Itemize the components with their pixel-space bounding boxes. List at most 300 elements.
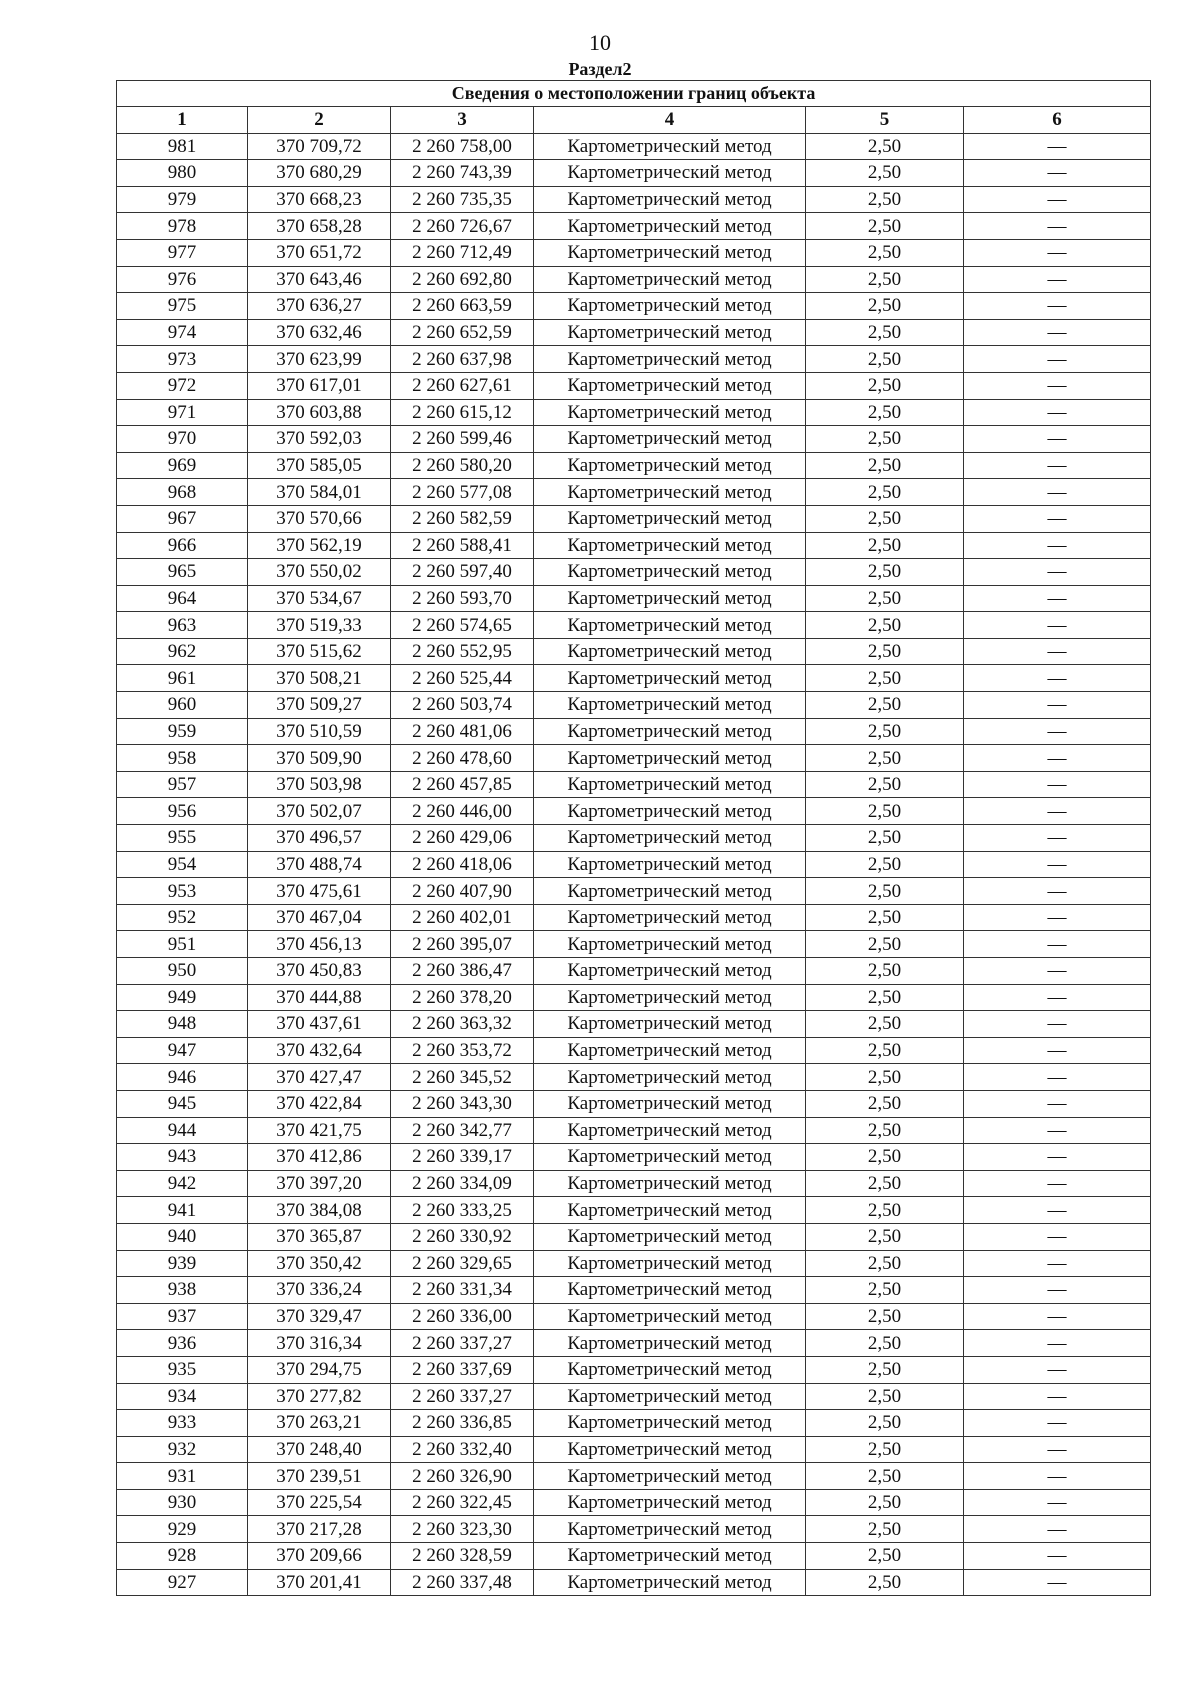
table-row: [117, 1144, 1151, 1171]
table-row: [117, 1223, 1151, 1250]
y-coordinate-cell: 2 260 588,41: [391, 532, 534, 559]
y-coordinate-cell: 2 260 337,69: [391, 1356, 534, 1383]
table-row: [117, 452, 1151, 479]
method-cell: Картометрический метод: [534, 1277, 806, 1304]
table-row: [117, 612, 1151, 639]
method-cell: Картометрический метод: [534, 399, 806, 426]
description-cell: —: [964, 904, 1151, 931]
method-cell: Картометрический метод: [534, 745, 806, 772]
x-coordinate-cell: 370 475,61: [248, 878, 391, 905]
accuracy-cell: 2,50: [806, 452, 964, 479]
point-number-cell: 932: [117, 1436, 248, 1463]
description-cell: —: [964, 1569, 1151, 1596]
table-row: [117, 293, 1151, 320]
accuracy-cell: 2,50: [806, 1197, 964, 1224]
accuracy-cell: 2,50: [806, 1516, 964, 1543]
point-number-cell: 967: [117, 505, 248, 532]
column-header: 5: [806, 107, 964, 134]
accuracy-cell: 2,50: [806, 1543, 964, 1570]
point-number-cell: 929: [117, 1516, 248, 1543]
point-number-cell: 959: [117, 718, 248, 745]
description-cell: —: [964, 1197, 1151, 1224]
description-cell: —: [964, 239, 1151, 266]
y-coordinate-cell: 2 260 339,17: [391, 1144, 534, 1171]
description-cell: —: [964, 1277, 1151, 1304]
description-cell: —: [964, 1383, 1151, 1410]
method-cell: Картометрический метод: [534, 904, 806, 931]
description-cell: —: [964, 1223, 1151, 1250]
x-coordinate-cell: 370 651,72: [248, 239, 391, 266]
accuracy-cell: 2,50: [806, 1489, 964, 1516]
table-row: [117, 638, 1151, 665]
x-coordinate-cell: 370 248,40: [248, 1436, 391, 1463]
x-coordinate-cell: 370 201,41: [248, 1569, 391, 1596]
point-number-cell: 936: [117, 1330, 248, 1357]
description-cell: —: [964, 771, 1151, 798]
point-number-cell: 966: [117, 532, 248, 559]
x-coordinate-cell: 370 534,67: [248, 585, 391, 612]
point-number-cell: 968: [117, 479, 248, 506]
description-cell: —: [964, 399, 1151, 426]
table-row: [117, 931, 1151, 958]
method-cell: Картометрический метод: [534, 612, 806, 639]
method-cell: Картометрический метод: [534, 239, 806, 266]
table-row: [117, 1356, 1151, 1383]
description-cell: —: [964, 559, 1151, 586]
description-cell: —: [964, 319, 1151, 346]
table-row: [117, 1330, 1151, 1357]
y-coordinate-cell: 2 260 332,40: [391, 1436, 534, 1463]
method-cell: Картометрический метод: [534, 346, 806, 373]
point-number-cell: 954: [117, 851, 248, 878]
y-coordinate-cell: 2 260 652,59: [391, 319, 534, 346]
accuracy-cell: 2,50: [806, 1223, 964, 1250]
method-cell: Картометрический метод: [534, 931, 806, 958]
table-row: [117, 745, 1151, 772]
description-cell: —: [964, 1356, 1151, 1383]
y-coordinate-cell: 2 260 329,65: [391, 1250, 534, 1277]
description-cell: —: [964, 878, 1151, 905]
point-number-cell: 934: [117, 1383, 248, 1410]
point-number-cell: 972: [117, 372, 248, 399]
x-coordinate-cell: 370 680,29: [248, 160, 391, 187]
x-coordinate-cell: 370 437,61: [248, 1011, 391, 1038]
description-cell: —: [964, 1463, 1151, 1490]
column-header: 1: [117, 107, 248, 134]
x-coordinate-cell: 370 519,33: [248, 612, 391, 639]
table-row: [117, 1543, 1151, 1570]
point-number-cell: 938: [117, 1277, 248, 1304]
y-coordinate-cell: 2 260 663,59: [391, 293, 534, 320]
x-coordinate-cell: 370 510,59: [248, 718, 391, 745]
method-cell: Картометрический метод: [534, 585, 806, 612]
table-row: [117, 1170, 1151, 1197]
x-coordinate-cell: 370 632,46: [248, 319, 391, 346]
accuracy-cell: 2,50: [806, 186, 964, 213]
accuracy-cell: 2,50: [806, 559, 964, 586]
y-coordinate-cell: 2 260 418,06: [391, 851, 534, 878]
table-row: [117, 559, 1151, 586]
y-coordinate-cell: 2 260 345,52: [391, 1064, 534, 1091]
table-row: [117, 213, 1151, 240]
x-coordinate-cell: 370 496,57: [248, 825, 391, 852]
accuracy-cell: 2,50: [806, 1436, 964, 1463]
y-coordinate-cell: 2 260 503,74: [391, 692, 534, 719]
accuracy-cell: 2,50: [806, 293, 964, 320]
column-header: 4: [534, 107, 806, 134]
y-coordinate-cell: 2 260 322,45: [391, 1489, 534, 1516]
accuracy-cell: 2,50: [806, 851, 964, 878]
column-header: 3: [391, 107, 534, 134]
y-coordinate-cell: 2 260 337,27: [391, 1383, 534, 1410]
description-cell: —: [964, 1037, 1151, 1064]
table-row: [117, 319, 1151, 346]
point-number-cell: 937: [117, 1303, 248, 1330]
x-coordinate-cell: 370 263,21: [248, 1410, 391, 1437]
method-cell: Картометрический метод: [534, 505, 806, 532]
point-number-cell: 942: [117, 1170, 248, 1197]
y-coordinate-cell: 2 260 599,46: [391, 426, 534, 453]
description-cell: —: [964, 1436, 1151, 1463]
x-coordinate-cell: 370 365,87: [248, 1223, 391, 1250]
accuracy-cell: 2,50: [806, 1250, 964, 1277]
y-coordinate-cell: 2 260 577,08: [391, 479, 534, 506]
table-row: [117, 479, 1151, 506]
method-cell: Картометрический метод: [534, 532, 806, 559]
point-number-cell: 980: [117, 160, 248, 187]
accuracy-cell: 2,50: [806, 1037, 964, 1064]
method-cell: Картометрический метод: [534, 1356, 806, 1383]
point-number-cell: 939: [117, 1250, 248, 1277]
table-row: [117, 1197, 1151, 1224]
method-cell: Картометрический метод: [534, 1170, 806, 1197]
y-coordinate-cell: 2 260 457,85: [391, 771, 534, 798]
y-coordinate-cell: 2 260 478,60: [391, 745, 534, 772]
description-cell: —: [964, 186, 1151, 213]
description-cell: —: [964, 1410, 1151, 1437]
accuracy-cell: 2,50: [806, 1410, 964, 1437]
point-number-cell: 935: [117, 1356, 248, 1383]
point-number-cell: 969: [117, 452, 248, 479]
y-coordinate-cell: 2 260 395,07: [391, 931, 534, 958]
table-row: [117, 505, 1151, 532]
table-row: [117, 1516, 1151, 1543]
y-coordinate-cell: 2 260 331,34: [391, 1277, 534, 1304]
y-coordinate-cell: 2 260 593,70: [391, 585, 534, 612]
x-coordinate-cell: 370 668,23: [248, 186, 391, 213]
x-coordinate-cell: 370 384,08: [248, 1197, 391, 1224]
y-coordinate-cell: 2 260 386,47: [391, 958, 534, 985]
accuracy-cell: 2,50: [806, 1011, 964, 1038]
x-coordinate-cell: 370 239,51: [248, 1463, 391, 1490]
accuracy-cell: 2,50: [806, 904, 964, 931]
table-row: [117, 1250, 1151, 1277]
accuracy-cell: 2,50: [806, 665, 964, 692]
x-coordinate-cell: 370 209,66: [248, 1543, 391, 1570]
table-row: [117, 1090, 1151, 1117]
section-title: Раздел2: [568, 59, 632, 79]
y-coordinate-cell: 2 260 336,00: [391, 1303, 534, 1330]
description-cell: —: [964, 612, 1151, 639]
description-cell: —: [964, 505, 1151, 532]
method-cell: Картометрический метод: [534, 878, 806, 905]
x-coordinate-cell: 370 585,05: [248, 452, 391, 479]
x-coordinate-cell: 370 456,13: [248, 931, 391, 958]
table-row: [117, 771, 1151, 798]
table-header-row: [117, 107, 1151, 134]
method-cell: Картометрический метод: [534, 1223, 806, 1250]
method-cell: Картометрический метод: [534, 559, 806, 586]
point-number-cell: 951: [117, 931, 248, 958]
table-row: [117, 1037, 1151, 1064]
y-coordinate-cell: 2 260 580,20: [391, 452, 534, 479]
point-number-cell: 950: [117, 958, 248, 985]
x-coordinate-cell: 370 412,86: [248, 1144, 391, 1171]
method-cell: Картометрический метод: [534, 1303, 806, 1330]
method-cell: Картометрический метод: [534, 825, 806, 852]
point-number-cell: 963: [117, 612, 248, 639]
x-coordinate-cell: 370 421,75: [248, 1117, 391, 1144]
method-cell: Картометрический метод: [534, 1383, 806, 1410]
x-coordinate-cell: 370 584,01: [248, 479, 391, 506]
description-cell: —: [964, 346, 1151, 373]
column-header: 2: [248, 107, 391, 134]
accuracy-cell: 2,50: [806, 319, 964, 346]
x-coordinate-cell: 370 502,07: [248, 798, 391, 825]
table-row: [117, 133, 1151, 160]
description-cell: —: [964, 266, 1151, 293]
point-number-cell: 930: [117, 1489, 248, 1516]
description-cell: —: [964, 638, 1151, 665]
point-number-cell: 979: [117, 186, 248, 213]
method-cell: Картометрический метод: [534, 426, 806, 453]
table-row: [117, 1383, 1151, 1410]
table-row: [117, 904, 1151, 931]
accuracy-cell: 2,50: [806, 612, 964, 639]
table-caption-row: [117, 81, 1151, 107]
description-cell: —: [964, 133, 1151, 160]
y-coordinate-cell: 2 260 334,09: [391, 1170, 534, 1197]
point-number-cell: 970: [117, 426, 248, 453]
accuracy-cell: 2,50: [806, 1117, 964, 1144]
method-cell: Картометрический метод: [534, 1489, 806, 1516]
table-row: [117, 878, 1151, 905]
table-row: [117, 1303, 1151, 1330]
method-cell: Картометрический метод: [534, 213, 806, 240]
description-cell: —: [964, 585, 1151, 612]
x-coordinate-cell: 370 488,74: [248, 851, 391, 878]
accuracy-cell: 2,50: [806, 958, 964, 985]
description-cell: —: [964, 213, 1151, 240]
table-row: [117, 426, 1151, 453]
y-coordinate-cell: 2 260 597,40: [391, 559, 534, 586]
accuracy-cell: 2,50: [806, 745, 964, 772]
y-coordinate-cell: 2 260 330,92: [391, 1223, 534, 1250]
x-coordinate-cell: 370 444,88: [248, 984, 391, 1011]
method-cell: Картометрический метод: [534, 1144, 806, 1171]
y-coordinate-cell: 2 260 402,01: [391, 904, 534, 931]
x-coordinate-cell: 370 432,64: [248, 1037, 391, 1064]
description-cell: —: [964, 426, 1151, 453]
description-cell: —: [964, 851, 1151, 878]
x-coordinate-cell: 370 570,66: [248, 505, 391, 532]
method-cell: Картометрический метод: [534, 1090, 806, 1117]
x-coordinate-cell: 370 658,28: [248, 213, 391, 240]
method-cell: Картометрический метод: [534, 1410, 806, 1437]
boundary-coordinates-table: [116, 80, 1151, 1596]
table-row: [117, 1410, 1151, 1437]
point-number-cell: 940: [117, 1223, 248, 1250]
accuracy-cell: 2,50: [806, 346, 964, 373]
description-cell: —: [964, 293, 1151, 320]
method-cell: Картометрический метод: [534, 160, 806, 187]
y-coordinate-cell: 2 260 525,44: [391, 665, 534, 692]
y-coordinate-cell: 2 260 353,72: [391, 1037, 534, 1064]
method-cell: Картометрический метод: [534, 1516, 806, 1543]
point-number-cell: 960: [117, 692, 248, 719]
method-cell: Картометрический метод: [534, 771, 806, 798]
description-cell: —: [964, 665, 1151, 692]
x-coordinate-cell: 370 623,99: [248, 346, 391, 373]
description-cell: —: [964, 1303, 1151, 1330]
table-row: [117, 718, 1151, 745]
point-number-cell: 974: [117, 319, 248, 346]
table-row: [117, 1277, 1151, 1304]
description-cell: —: [964, 1170, 1151, 1197]
method-cell: Картометрический метод: [534, 1037, 806, 1064]
x-coordinate-cell: 370 450,83: [248, 958, 391, 985]
y-coordinate-cell: 2 260 615,12: [391, 399, 534, 426]
y-coordinate-cell: 2 260 758,00: [391, 133, 534, 160]
accuracy-cell: 2,50: [806, 1090, 964, 1117]
method-cell: Картометрический метод: [534, 1569, 806, 1596]
x-coordinate-cell: 370 550,02: [248, 559, 391, 586]
y-coordinate-cell: 2 260 337,48: [391, 1569, 534, 1596]
table-row: [117, 798, 1151, 825]
description-cell: —: [964, 1117, 1151, 1144]
accuracy-cell: 2,50: [806, 1356, 964, 1383]
table-row: [117, 372, 1151, 399]
point-number-cell: 981: [117, 133, 248, 160]
x-coordinate-cell: 370 509,90: [248, 745, 391, 772]
point-number-cell: 958: [117, 745, 248, 772]
method-cell: Картометрический метод: [534, 319, 806, 346]
x-coordinate-cell: 370 336,24: [248, 1277, 391, 1304]
y-coordinate-cell: 2 260 343,30: [391, 1090, 534, 1117]
description-cell: —: [964, 718, 1151, 745]
method-cell: Картометрический метод: [534, 1543, 806, 1570]
accuracy-cell: 2,50: [806, 878, 964, 905]
method-cell: Картометрический метод: [534, 372, 806, 399]
table-row: [117, 1436, 1151, 1463]
x-coordinate-cell: 370 603,88: [248, 399, 391, 426]
table-row: [117, 1489, 1151, 1516]
method-cell: Картометрический метод: [534, 1064, 806, 1091]
description-cell: —: [964, 825, 1151, 852]
table-row: [117, 585, 1151, 612]
description-cell: —: [964, 1250, 1151, 1277]
y-coordinate-cell: 2 260 326,90: [391, 1463, 534, 1490]
y-coordinate-cell: 2 260 637,98: [391, 346, 534, 373]
point-number-cell: 941: [117, 1197, 248, 1224]
y-coordinate-cell: 2 260 574,65: [391, 612, 534, 639]
x-coordinate-cell: 370 643,46: [248, 266, 391, 293]
x-coordinate-cell: 370 617,01: [248, 372, 391, 399]
point-number-cell: 933: [117, 1410, 248, 1437]
x-coordinate-cell: 370 397,20: [248, 1170, 391, 1197]
x-coordinate-cell: 370 509,27: [248, 692, 391, 719]
description-cell: —: [964, 532, 1151, 559]
accuracy-cell: 2,50: [806, 798, 964, 825]
x-coordinate-cell: 370 562,19: [248, 532, 391, 559]
accuracy-cell: 2,50: [806, 399, 964, 426]
description-cell: —: [964, 798, 1151, 825]
accuracy-cell: 2,50: [806, 426, 964, 453]
method-cell: Картометрический метод: [534, 1117, 806, 1144]
description-cell: —: [964, 1489, 1151, 1516]
accuracy-cell: 2,50: [806, 825, 964, 852]
description-cell: —: [964, 479, 1151, 506]
method-cell: Картометрический метод: [534, 266, 806, 293]
accuracy-cell: 2,50: [806, 1463, 964, 1490]
x-coordinate-cell: 370 515,62: [248, 638, 391, 665]
y-coordinate-cell: 2 260 363,32: [391, 1011, 534, 1038]
x-coordinate-cell: 370 592,03: [248, 426, 391, 453]
point-number-cell: 946: [117, 1064, 248, 1091]
point-number-cell: 943: [117, 1144, 248, 1171]
accuracy-cell: 2,50: [806, 1170, 964, 1197]
table-row: [117, 851, 1151, 878]
accuracy-cell: 2,50: [806, 1303, 964, 1330]
x-coordinate-cell: 370 329,47: [248, 1303, 391, 1330]
accuracy-cell: 2,50: [806, 160, 964, 187]
description-cell: —: [964, 1064, 1151, 1091]
method-cell: Картометрический метод: [534, 851, 806, 878]
y-coordinate-cell: 2 260 336,85: [391, 1410, 534, 1437]
x-coordinate-cell: 370 427,47: [248, 1064, 391, 1091]
description-cell: —: [964, 1543, 1151, 1570]
table-row: [117, 1463, 1151, 1490]
x-coordinate-cell: 370 217,28: [248, 1516, 391, 1543]
x-coordinate-cell: 370 636,27: [248, 293, 391, 320]
accuracy-cell: 2,50: [806, 692, 964, 719]
accuracy-cell: 2,50: [806, 213, 964, 240]
method-cell: Картометрический метод: [534, 638, 806, 665]
accuracy-cell: 2,50: [806, 532, 964, 559]
accuracy-cell: 2,50: [806, 505, 964, 532]
table-row: [117, 1569, 1151, 1596]
y-coordinate-cell: 2 260 582,59: [391, 505, 534, 532]
y-coordinate-cell: 2 260 692,80: [391, 266, 534, 293]
table-row: [117, 825, 1151, 852]
accuracy-cell: 2,50: [806, 984, 964, 1011]
point-number-cell: 949: [117, 984, 248, 1011]
accuracy-cell: 2,50: [806, 1569, 964, 1596]
description-cell: —: [964, 372, 1151, 399]
point-number-cell: 961: [117, 665, 248, 692]
y-coordinate-cell: 2 260 726,67: [391, 213, 534, 240]
accuracy-cell: 2,50: [806, 1064, 964, 1091]
y-coordinate-cell: 2 260 712,49: [391, 239, 534, 266]
x-coordinate-cell: 370 508,21: [248, 665, 391, 692]
point-number-cell: 945: [117, 1090, 248, 1117]
point-number-cell: 962: [117, 638, 248, 665]
table-row: [117, 665, 1151, 692]
description-cell: —: [964, 692, 1151, 719]
accuracy-cell: 2,50: [806, 266, 964, 293]
description-cell: —: [964, 984, 1151, 1011]
y-coordinate-cell: 2 260 743,39: [391, 160, 534, 187]
